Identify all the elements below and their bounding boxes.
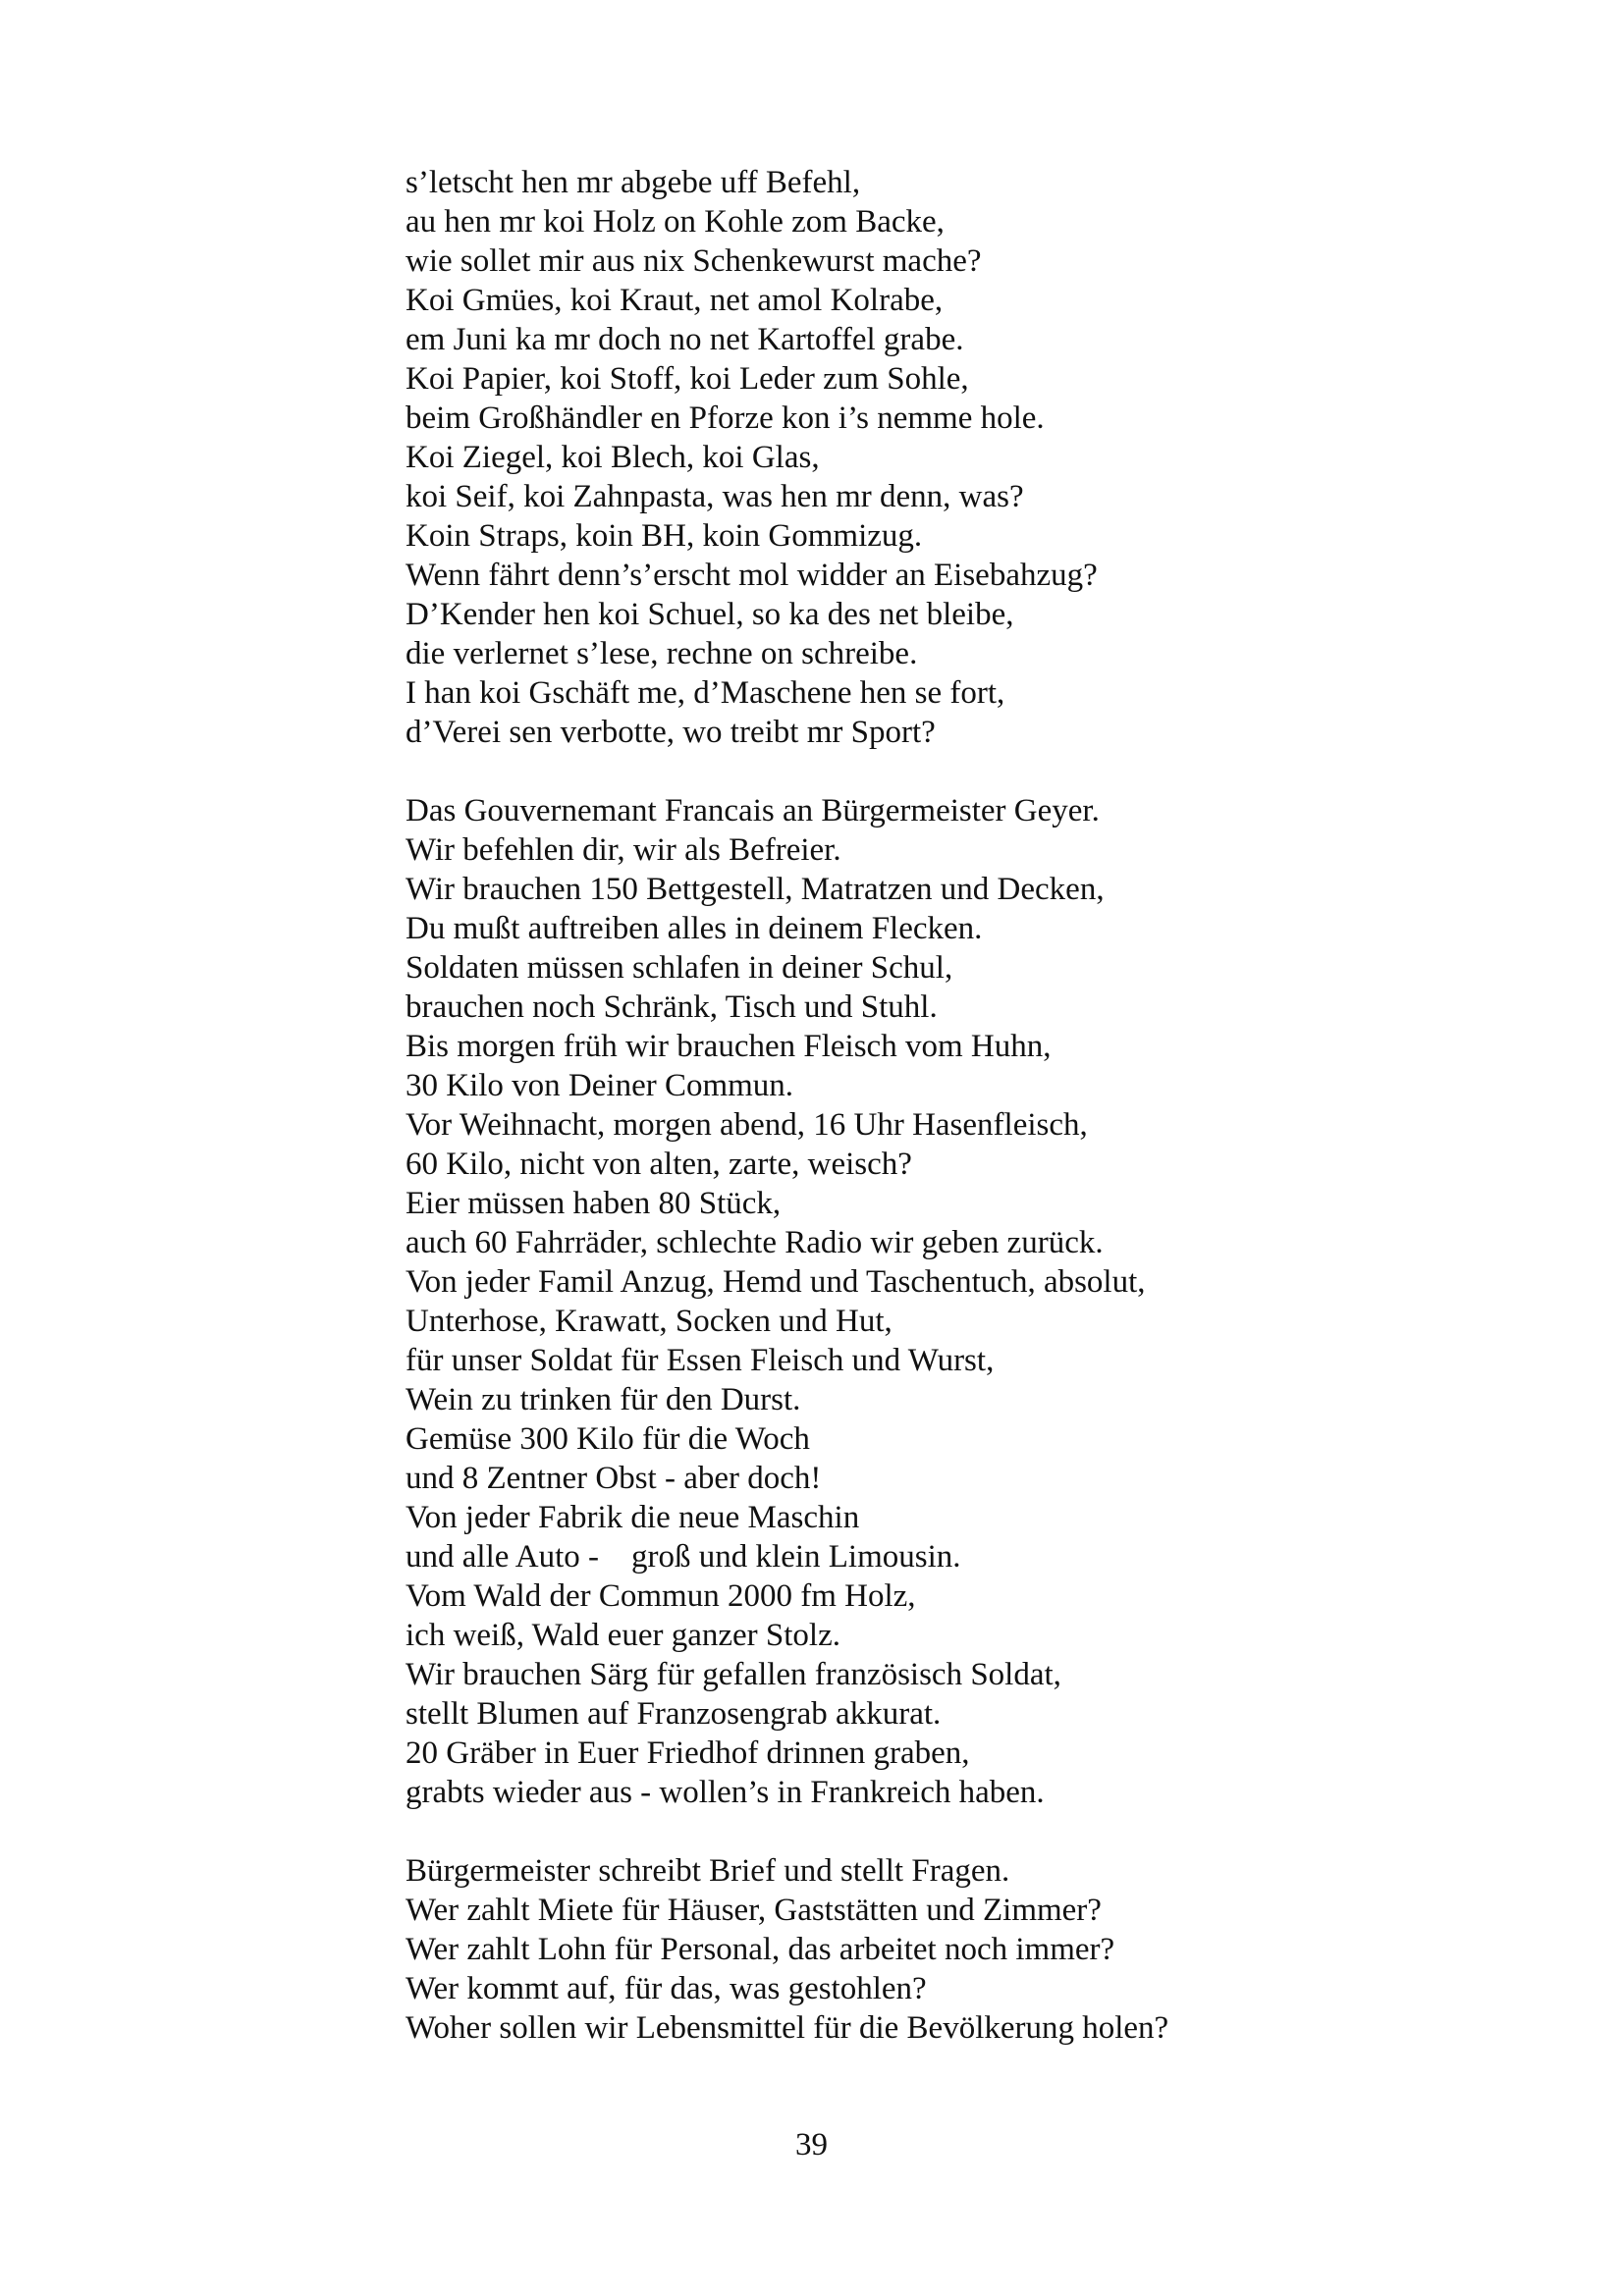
poem-line: Vor Weihnacht, morgen abend, 16 Uhr Hasenfleisch, <box>406 1107 1088 1143</box>
poem-line: wie sollet mir aus nix Schenkewurst mache? <box>406 243 982 279</box>
poem-line: Wenn fährt denn’s’erscht mol widder an Eisebahzug? <box>406 558 1098 593</box>
poem-line: für unser Soldat für Essen Fleisch und Wurst, <box>406 1343 995 1378</box>
poem-line: 20 Gräber in Euer Friedhof drinnen graben, <box>406 1735 970 1771</box>
poem-line: brauchen noch Schränk, Tisch und Stuhl. <box>406 989 938 1025</box>
poem-line: au hen mr koi Holz on Kohle zom Backe, <box>406 204 945 240</box>
poem-line: koi Seif, koi Zahnpasta, was hen mr denn, was? <box>406 479 1024 514</box>
poem-line: D’Kender hen koi Schuel, so ka des net bleibe, <box>406 597 1014 632</box>
poem-line: Eier müssen haben 80 Stück, <box>406 1186 782 1221</box>
poem-line: Koi Ziegel, koi Blech, koi Glas, <box>406 440 820 475</box>
poem-line: Woher sollen wir Lebensmittel für die Bevölkerung holen? <box>406 2010 1169 2046</box>
stanza-1 <box>406 163 1564 752</box>
poem-line: Bis morgen früh wir brauchen Fleisch vom Huhn, <box>406 1029 1052 1064</box>
poem-line: 30 Kilo von Deiner Commun. <box>406 1068 794 1103</box>
poem-line: Von jeder Famil Anzug, Hemd und Taschentuch, absolut, <box>406 1264 1146 1300</box>
poem-line: Wer zahlt Miete für Häuser, Gaststätten und Zimmer? <box>406 1893 1102 1928</box>
poem-line: Wer zahlt Lohn für Personal, das arbeitet noch immer? <box>406 1932 1115 1967</box>
stanza-2 <box>406 791 1564 1812</box>
poem-line: Wir befehlen dir, wir als Befreier. <box>406 832 841 868</box>
poem-line: Wer kommt auf, für das, was gestohlen? <box>406 1971 927 2006</box>
poem-line: Koin Straps, koin BH, koin Gommizug. <box>406 518 923 554</box>
poem-line: Koi Gmües, koi Kraut, net amol Kolrabe, <box>406 283 944 318</box>
poem-line: und alle Auto - groß und klein Limousin. <box>406 1539 961 1575</box>
poem-line: und 8 Zentner Obst - aber doch! <box>406 1461 822 1496</box>
poem-line: Das Gouvernemant Francais an Bürgermeister Geyer. <box>406 793 1100 828</box>
poem-line: Wir brauchen Särg für gefallen französisch Soldat, <box>406 1657 1061 1692</box>
poem-line: auch 60 Fahrräder, schlechte Radio wir geben zurück. <box>406 1225 1104 1260</box>
poem-line: beim Großhändler en Pforze kon i’s nemme hole. <box>406 400 1045 436</box>
poem-line: Koi Papier, koi Stoff, koi Leder zum Sohle, <box>406 361 969 397</box>
stanza-3 <box>406 1851 1564 2048</box>
poem-line: Unterhose, Krawatt, Socken und Hut, <box>406 1304 893 1339</box>
poem-line: Soldaten müssen schlafen in deiner Schul, <box>406 950 953 986</box>
page-number: 39 <box>795 2127 828 2163</box>
poem-line: Wir brauchen 150 Bettgestell, Matratzen und Decken, <box>406 872 1105 907</box>
poem-line: 60 Kilo, nicht von alten, zarte, weisch? <box>406 1147 912 1182</box>
poem-line: grabts wieder aus - wollen’s in Frankreich haben. <box>406 1775 1045 1810</box>
poem-line: die verlernet s’lese, rechne on schreibe. <box>406 636 918 671</box>
poem-line: d’Verei sen verbotte, wo treibt mr Sport? <box>406 715 936 750</box>
poem-line: Wein zu trinken für den Durst. <box>406 1382 801 1417</box>
poem-line: I han koi Gschäft me, d’Maschene hen se fort, <box>406 675 1005 711</box>
poem-line: ich weiß, Wald euer ganzer Stolz. <box>406 1618 840 1653</box>
poem-line: Gemüse 300 Kilo für die Woch <box>406 1421 810 1457</box>
poem-line: em Juni ka mr doch no net Kartoffel grabe. <box>406 322 964 357</box>
poem-line: Von jeder Fabrik die neue Maschin <box>406 1500 860 1535</box>
poem-body <box>406 163 1564 2087</box>
poem-line: stellt Blumen auf Franzosengrab akkurat. <box>406 1696 942 1732</box>
poem-line: s’letscht hen mr abgebe uff Befehl, <box>406 165 861 200</box>
poem-line: Vom Wald der Commun 2000 fm Holz, <box>406 1578 916 1614</box>
poem-line: Bürgermeister schreibt Brief und stellt Fragen. <box>406 1853 1010 1889</box>
poem-line: Du mußt auftreiben alles in deinem Flecken. <box>406 911 983 946</box>
